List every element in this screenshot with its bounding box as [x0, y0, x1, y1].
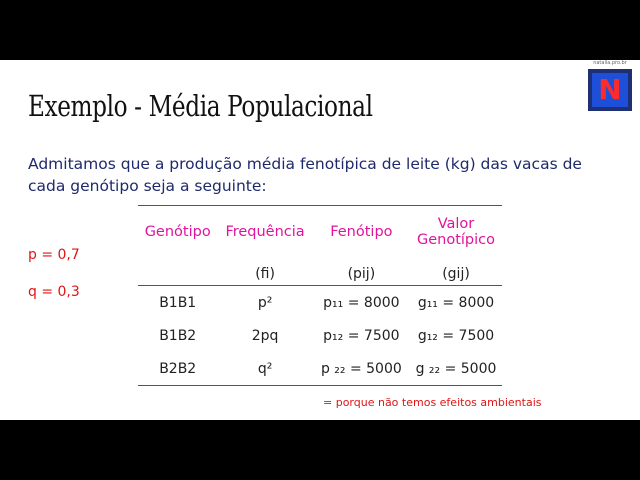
intro-text: Admitamos que a produção média fenotípica de leite (kg) das vacas de cada genótipo seja a seguinte: [28, 155, 582, 195]
cell-frequencia: 2pq [251, 327, 279, 344]
unit-frequencia: (fi) [217, 258, 312, 286]
cell-frequencia: p² [257, 294, 273, 311]
logo-badge [592, 73, 628, 107]
param-q: q = 0,3 [28, 284, 80, 300]
table-row [138, 352, 502, 386]
cell-valor-genotipico: g₁₂ = 7500 [417, 327, 495, 344]
param-p: p = 0,7 [28, 247, 80, 263]
cell-fenotipo: p₁₁ = 8000 [323, 294, 400, 311]
logo-letter: N [598, 73, 622, 106]
genotype-table [138, 205, 502, 386]
header-frequencia: Frequência [217, 206, 312, 259]
unit-genotipo [138, 258, 217, 286]
header-valor-genotipico: Valor Genotípico [410, 206, 502, 259]
cell-frequencia: q² [217, 352, 312, 386]
table-row [138, 286, 502, 320]
cell-valor-genotipico: g₁₁ = 8000 [417, 294, 495, 311]
table-units-row [138, 258, 502, 286]
cell-genotipo: B1B1 [159, 294, 197, 311]
slide [0, 60, 640, 420]
unit-fenotipo: (pij) [313, 258, 410, 286]
cell-genotipo: B1B2 [159, 327, 197, 344]
logo [588, 69, 632, 111]
cell-genotipo: B2B2 [138, 352, 217, 386]
table-row [138, 319, 502, 352]
logo-url: natalia.pro.br [593, 60, 627, 66]
header-genotipo: Genótipo [138, 206, 217, 259]
footnote: = porque não temos efeitos ambientais [323, 396, 542, 409]
slide-title: Exemplo - Média Populacional [28, 89, 373, 123]
cell-fenotipo: p₁₂ = 7500 [323, 327, 400, 344]
table-header-row [138, 206, 502, 259]
unit-valor-genotipico: (gij) [410, 258, 502, 286]
cell-fenotipo: p ₂₂ = 5000 [313, 352, 410, 386]
header-fenotipo: Fenótipo [313, 206, 410, 259]
cell-valor-genotipico: g ₂₂ = 5000 [410, 352, 502, 386]
